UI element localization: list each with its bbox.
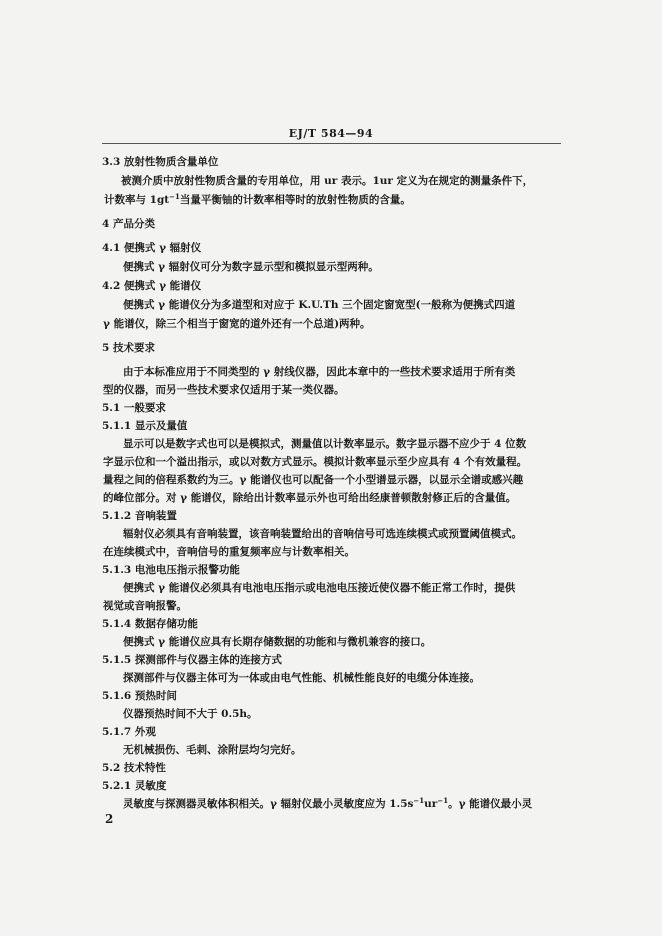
paragraph-line: 无机械损伤、毛刺、涂附层均匀完好。 xyxy=(123,744,302,756)
paragraph-line: 仪器预热时间不大于 0.5h。 xyxy=(123,708,258,720)
section-5-1-7-heading: 5.1.7 外观 xyxy=(102,726,156,738)
paragraph-line: 在连续模式中，音响信号的重复频率应与计数率相关。 xyxy=(103,546,355,558)
section-5-2-heading: 5.2 技术特性 xyxy=(102,762,166,774)
header-rule xyxy=(102,143,561,144)
section-4-heading: 4 产品分类 xyxy=(102,218,155,230)
paragraph-line: 便携式 γ 能谱仪必须具有电池电压指示或电池电压接近使仪器不能正常工作时，提供 xyxy=(123,582,516,594)
section-5-heading: 5 技术要求 xyxy=(102,342,155,354)
section-4-1-heading: 4.1 便携式 γ 辐射仪 xyxy=(102,242,202,254)
paragraph-line: 的峰位部分。对 γ 能谱仪，除给出计数率显示外也可给出经康普顿散射修正后的含量值。 xyxy=(103,492,517,504)
page-number: 2 xyxy=(105,812,114,826)
paragraph-line: 显示可以是数字式也可以是模拟式，测量值以计数率显示。数字显示器不应少于 4 位数 xyxy=(123,438,527,450)
paragraph-line: 辐射仪必须具有音响装置，该音响装置给出的音响信号可选连续模式或预置阈值模式。 xyxy=(123,528,522,540)
section-5-1-6-heading: 5.1.6 预热时间 xyxy=(102,690,177,702)
paragraph-line: 探测部件与仪器主体可为一体或由电气性能、机械性能良好的电缆分体连接。 xyxy=(123,672,480,684)
standard-header: EJ/T 584—94 xyxy=(288,127,374,140)
paragraph-line: 型的仪器，而另一些技术要求仅适用于某一类仪器。 xyxy=(103,384,345,396)
paragraph-line: 由于本标准应用于不同类型的 γ 射线仪器，因此本章中的一些技术要求适用于所有类 xyxy=(123,366,516,378)
paragraph-line: 便携式 γ 能谱仪分为多道型和对应于 K.U.Th 三个固定窗宽型(一般称为便携式四道 xyxy=(123,299,516,311)
section-5-1-2-heading: 5.1.2 音响装置 xyxy=(102,510,177,522)
paragraph-line: 被测介质中放射性物质含量的专用单位，用 ur 表示。1ur 定义为在规定的测量条件下， xyxy=(121,175,534,187)
paragraph-line: 量程之间的倍程系数约为三。γ 能谱仪也可以配备一个小型谱显示器，以显示全谱或感兴趣 xyxy=(103,474,524,486)
paragraph-line: 视觉或音响报警。 xyxy=(103,600,187,612)
section-5-2-1-heading: 5.2.1 灵敏度 xyxy=(102,780,167,792)
section-5-1-4-heading: 5.1.4 数据存储功能 xyxy=(102,618,198,630)
section-5-1-1-heading: 5.1.1 显示及量值 xyxy=(102,420,188,432)
section-5-1-3-heading: 5.1.3 电池电压指示报警功能 xyxy=(102,564,240,576)
paragraph-line: 灵敏度与探测器灵敏体积相关。γ 辐射仪最小灵敏度应为 $1.5s^{-1}ur^{-1}$。γ 能谱仪最小灵 xyxy=(123,796,533,810)
section-4-2-heading: 4.2 便携式 γ 能谱仪 xyxy=(102,280,202,292)
section-5-1-heading: 5.1 一般要求 xyxy=(102,402,166,414)
paragraph-line: 便携式 γ 能谱仪应具有长期存储数据的功能和与微机兼容的接口。 xyxy=(123,636,432,648)
paragraph-line: 便携式 γ 辐射仪可分为数字显示型和模拟显示型两种。 xyxy=(123,261,379,273)
section-5-1-5-heading: 5.1.5 探测部件与仪器主体的连接方式 xyxy=(102,654,282,666)
paragraph-line: 计数率与 $1gt^{-1}$当量平衡铀的计数率相等时的放射性物质的含量。 xyxy=(104,192,411,206)
section-3-3-heading: 3.3 放射性物质含量单位 xyxy=(102,156,219,168)
paragraph-line: γ 能谱仪，除三个相当于窗宽的道外还有一个总道)两种。 xyxy=(103,318,371,330)
paragraph-line: 字显示位和一个溢出指示，或以对数方式显示。模拟计数率显示至少应具有 4 个有效量程。 xyxy=(103,456,528,468)
